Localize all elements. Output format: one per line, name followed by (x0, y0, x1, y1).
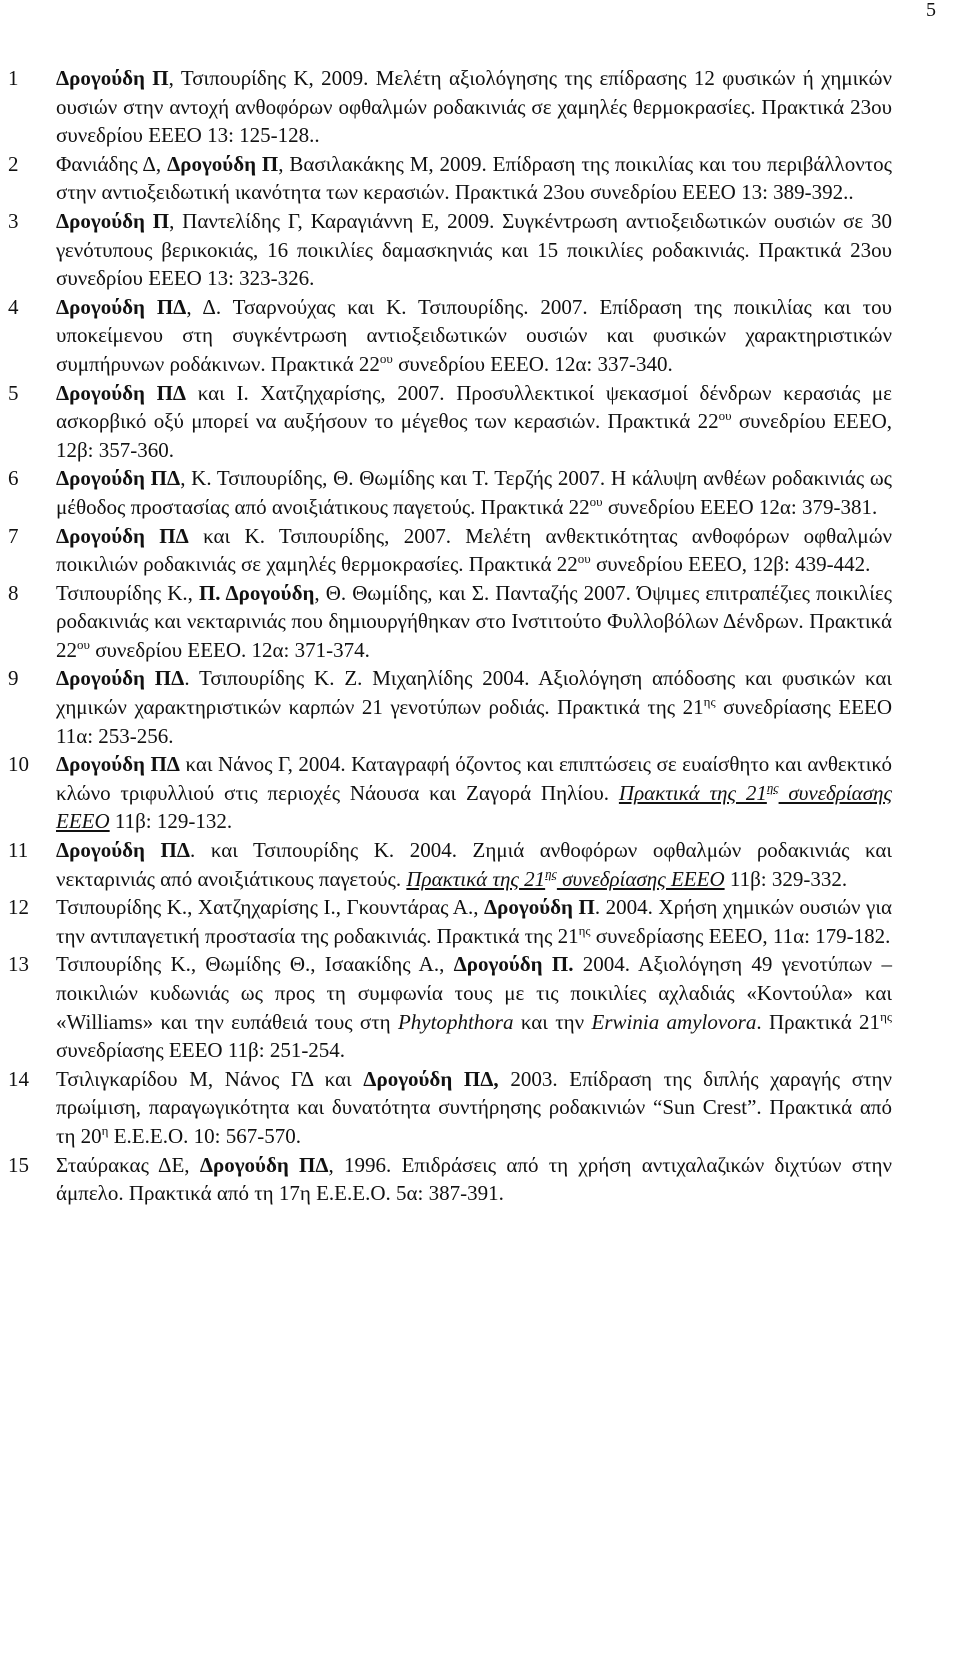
reference-item (8, 893, 892, 950)
reference-segment: συνεδρίου ΕΕΕΟ, 12β: 439-442. (590, 552, 871, 577)
author-highlight: Δρογούδη Π (56, 66, 169, 90)
reference-number: 14 (8, 1066, 29, 1091)
reference-number: 12 (8, 895, 29, 920)
reference-item (8, 293, 892, 379)
reference-item (8, 579, 892, 665)
reference-number: 7 (8, 523, 19, 548)
reference-segment: Φανιάδης Δ, (56, 151, 168, 176)
reference-item (8, 1151, 892, 1208)
reference-text (56, 1067, 892, 1148)
reference-text (56, 295, 892, 376)
reference-segment: Σταύρακας ΔΕ, (56, 1152, 200, 1177)
reference-segment: συνεδρίου ΕΕΕΟ. 12α: 337-340. (392, 351, 673, 376)
reference-item (8, 836, 892, 893)
reference-segment: , Παντελίδης Γ, Καραγιάννη Ε, 2009. Συγκέντρωση αντιοξειδωτικών ουσιών σε 30 γενότυπους βερικοκιάς, 16 ποικιλίες δαμασκηνιάς και 15 ποικιλίες ροδακινιάς. Πρακτικά 23ου συνεδρίου ΕΕΕΟ 13: 323-326. (56, 208, 892, 291)
reference-item (8, 950, 892, 1064)
reference-segment: Τσιπουρίδης Κ., Θωμίδης Θ., Ισαακίδης Α., (56, 952, 454, 977)
reference-number: 1 (8, 66, 19, 90)
reference-number: 8 (8, 580, 19, 605)
author-highlight: Δρογούδη ΠΔ, (363, 1066, 499, 1091)
italic-text: Phytophthora (397, 1009, 514, 1034)
reference-segment: , Βασιλακάκης Μ, 2009. Επίδραση της ποικιλίας και του περιβάλλοντος στην αντιοξειδωτική ικανότητα των κερασιών. Πρακτικά 23ου συνεδρίου ΕΕΕΟ 13: 389-392.. (56, 151, 892, 205)
reference-item (8, 522, 892, 579)
reference-item (8, 664, 892, 750)
author-highlight: Δρογούδη Π. (453, 952, 574, 977)
reference-item (8, 1065, 892, 1151)
author-highlight: Δρογούδη Π (484, 895, 595, 920)
ordinal-superscript: ου (77, 636, 90, 652)
reference-text (56, 1153, 892, 1206)
author-highlight: Δρογούδη ΠΔ (56, 666, 185, 691)
author-highlight: Δρογούδη Π (56, 208, 170, 233)
reference-number: 11 (8, 838, 29, 863)
ordinal-superscript: ης (578, 922, 591, 938)
reference-segment: 11β: 329-332. (724, 866, 848, 891)
reference-segment: και Κ. Τσιπουρίδης, 2007. Μελέτη ανθεκτικότητας ανθοφόρων οφθαλμών ποικιλιών ροδακινιάς σε χαμηλές θερμοκρασίες. Πρακτικά 22 (56, 523, 893, 577)
reference-number: 4 (8, 294, 19, 319)
reference-segment: συνεδρίου ΕΕΕΟ, 12β: 357-360. (56, 409, 892, 462)
reference-segment: , Δ. Τσαρνούχας και Κ. Τσιπουρίδης. 2007. Επίδραση της ποικιλίας και του υποκείμενου στη συγκέντρωση αντιοξειδωτικών ουσιών και φυσικών χαρακτηριστικών συμπήρυνων ροδάκινων. Πρακτικά 22 (56, 294, 893, 376)
reference-number: 15 (8, 1152, 29, 1177)
reference-text (56, 752, 892, 833)
reference-segment: . 2004. Χρήση χημικών ουσιών για την αντιπαγετική προστασία της ροδακινιάς. Πρακτικά της 21 (56, 895, 892, 948)
reference-segment: συνεδρίασης ΕΕΕΟ 11β: 251-254. (56, 1038, 346, 1063)
reference-segment: και Ι. Χατζηχαρίσης, 2007. Προσυλλεκτικοί ψεκασμοί δένδρων κερασιάς με ασκορβικό οξύ μπορεί να αυξήσουν το μέγεθος των κερασιών. Πρακτικά 22 (56, 380, 892, 434)
reference-number: 13 (8, 952, 29, 977)
reference-segment: συνεδρίου ΕΕΕΟ 12α: 379-381. (602, 494, 878, 519)
ordinal-superscript: ου (379, 350, 393, 366)
reference-segment: , Θ. Θωμίδης, και Σ. Πανταζής 2007. Όψιμες επιτραπέζιες ποικιλίες ροδακινιάς και νεκταρινιάς που δημιουργήθηκαν στο Ινστιτούτο Φυλλοβόλων Δένδρων. Πρακτικά 22 (56, 580, 892, 662)
reference-number: 9 (8, 666, 19, 691)
reference-text (56, 838, 892, 891)
reference-text (56, 666, 892, 747)
reference-number: 5 (8, 380, 19, 405)
reference-segment: Τσιλιγκαρίδου Μ, Νάνος ΓΔ και (56, 1066, 364, 1091)
ordinal-superscript: ου (589, 493, 603, 509)
reference-text (56, 152, 892, 205)
ordinal-superscript: ης (545, 865, 557, 881)
reference-segment: συνεδρίασης ΕΕΕΟ 11α: 253-256. (56, 695, 892, 748)
reference-segment: και την (513, 1009, 592, 1034)
author-highlight: Π. Δρογούδη (198, 580, 315, 605)
ordinal-superscript: ου (577, 551, 591, 567)
author-highlight: Δρογούδη ΠΔ (56, 380, 187, 405)
author-highlight: Δρογούδη ΠΔ (56, 838, 191, 863)
reference-segment: Τσιπουρίδης Κ., Χατζηχαρίσης Ι., Γκουντάρας Α., (56, 895, 485, 920)
reference-segment: και Νάνος Γ, 2004. Καταγραφή όζοντος και επιπτώσεις σε ευαίσθητο και ανθεκτικό κλώνο τριφυλλιού στις περιοχές Νάουσα και Ζαγορά Πηλίου. (56, 752, 893, 805)
italic-underlined-text: συνεδρίασης ΕΕΕΟ (556, 866, 725, 891)
ordinal-superscript: ης (766, 779, 779, 795)
reference-text (56, 381, 892, 462)
reference-number: 6 (8, 466, 19, 491)
reference-item (8, 64, 892, 150)
reference-text (56, 895, 892, 948)
ordinal-superscript: η (101, 1122, 109, 1138)
reference-text (56, 952, 892, 1062)
author-highlight: Δρογούδη Π (167, 151, 279, 176)
italic-underlined-text: Πρακτικά της 21 (406, 866, 546, 891)
reference-segment: 2003. Επίδραση της διπλής χαραγής στην πρωίμιση, παραγωγικότητα και δυνατότητα συντήρησης ροδακινιών “Sun Crest”. Πρακτικά από τη 20 (56, 1066, 892, 1148)
reference-segment: , Τσιπουρίδης Κ, 2009. Μελέτη αξιολόγησης της επίδρασης 12 φυσικών ή χημικών ουσιών στην αντοχή ανθοφόρων οφθαλμών ροδακινιάς σε χαμηλές θερμοκρασίες. Πρακτικά 23ου συνεδρίου ΕΕΕΟ 13: 125-128.. (56, 66, 892, 148)
reference-text (56, 209, 892, 290)
reference-item (8, 207, 892, 293)
italic-underlined-text: συνεδρίασης ΕΕΕΟ (56, 780, 892, 834)
author-highlight: Δρογούδη ΠΔ (56, 466, 181, 491)
reference-segment: συνεδρίασης ΕΕΕΟ, 11α: 179-182. (590, 923, 891, 948)
author-highlight: Δρογούδη ΠΔ (199, 1152, 329, 1177)
author-highlight: Δρογούδη ΠΔ (56, 752, 180, 777)
reference-segment: . Τσιπουρίδης Κ. Ζ. Μιχαηλίδης 2004. Αξιολόγηση απόδοσης και φυσικών και χημικών χαρακτηριστικών καρπών 21 γενοτύπων ροδιάς. Πρακτικά της 21 (56, 666, 892, 720)
reference-item (8, 464, 892, 521)
reference-segment: . και Τσιπουρίδης Κ. 2004. Ζημιά ανθοφόρων οφθαλμών ροδακινιάς και νεκταρινιάς από ανοιξιάτικους παγετούς. (56, 838, 892, 891)
italic-text: Erwinia amylovora (591, 1009, 757, 1034)
author-highlight: Δρογούδη ΠΔ (56, 294, 187, 319)
reference-text (56, 466, 892, 519)
reference-segment: 11β: 129-132. (109, 809, 233, 834)
italic-underlined-text: Πρακτικά της 21 (618, 780, 767, 805)
reference-segment: , 1996. Επιδράσεις από τη χρήση αντιχαλαζικών διχτύων στην άμπελο. Πρακτικά από τη 17η Ε.Ε.Ε.Ο. 5α: 387-391. (56, 1152, 892, 1206)
reference-segment: Τσιπουρίδης Κ., (56, 580, 199, 605)
ordinal-superscript: ης (880, 1008, 893, 1024)
reference-item (8, 379, 892, 465)
reference-item (8, 750, 892, 836)
ordinal-superscript: ου (718, 408, 732, 424)
reference-text (56, 581, 892, 662)
author-highlight: Δρογούδη ΠΔ (56, 523, 189, 548)
reference-text (56, 66, 892, 147)
reference-text (56, 524, 892, 577)
reference-item (8, 150, 892, 207)
page-number: 5 (926, 0, 936, 21)
reference-segment: 2004. Αξιολόγηση 49 γενοτύπων –ποικιλιών κυδωνιάς ως προς τη συμφωνία τους με τις ποικιλίες αχλαδιάς «Κοντούλα» και «Williams» και την ευπάθειά τους στη (56, 952, 892, 1034)
reference-number: 10 (8, 752, 29, 777)
reference-segment: συνεδρίου ΕΕΕΟ. 12α: 371-374. (89, 637, 370, 662)
reference-segment: Ε.Ε.Ε.Ο. 10: 567-570. (108, 1123, 301, 1148)
reference-segment: , Κ. Τσιπουρίδης, Θ. Θωμίδης και Τ. Τερζής 2007. Η κάλυψη ανθέων ροδακινιάς ως μέθοδος προστασίας από ανοιξιάτικους παγετούς. Πρακτικά 22 (56, 466, 892, 519)
ordinal-superscript: ης (703, 694, 716, 710)
reference-number: 3 (8, 208, 19, 233)
reference-list (8, 64, 892, 1208)
reference-segment: . Πρακτικά 21 (756, 1009, 881, 1034)
reference-number: 2 (8, 151, 19, 176)
